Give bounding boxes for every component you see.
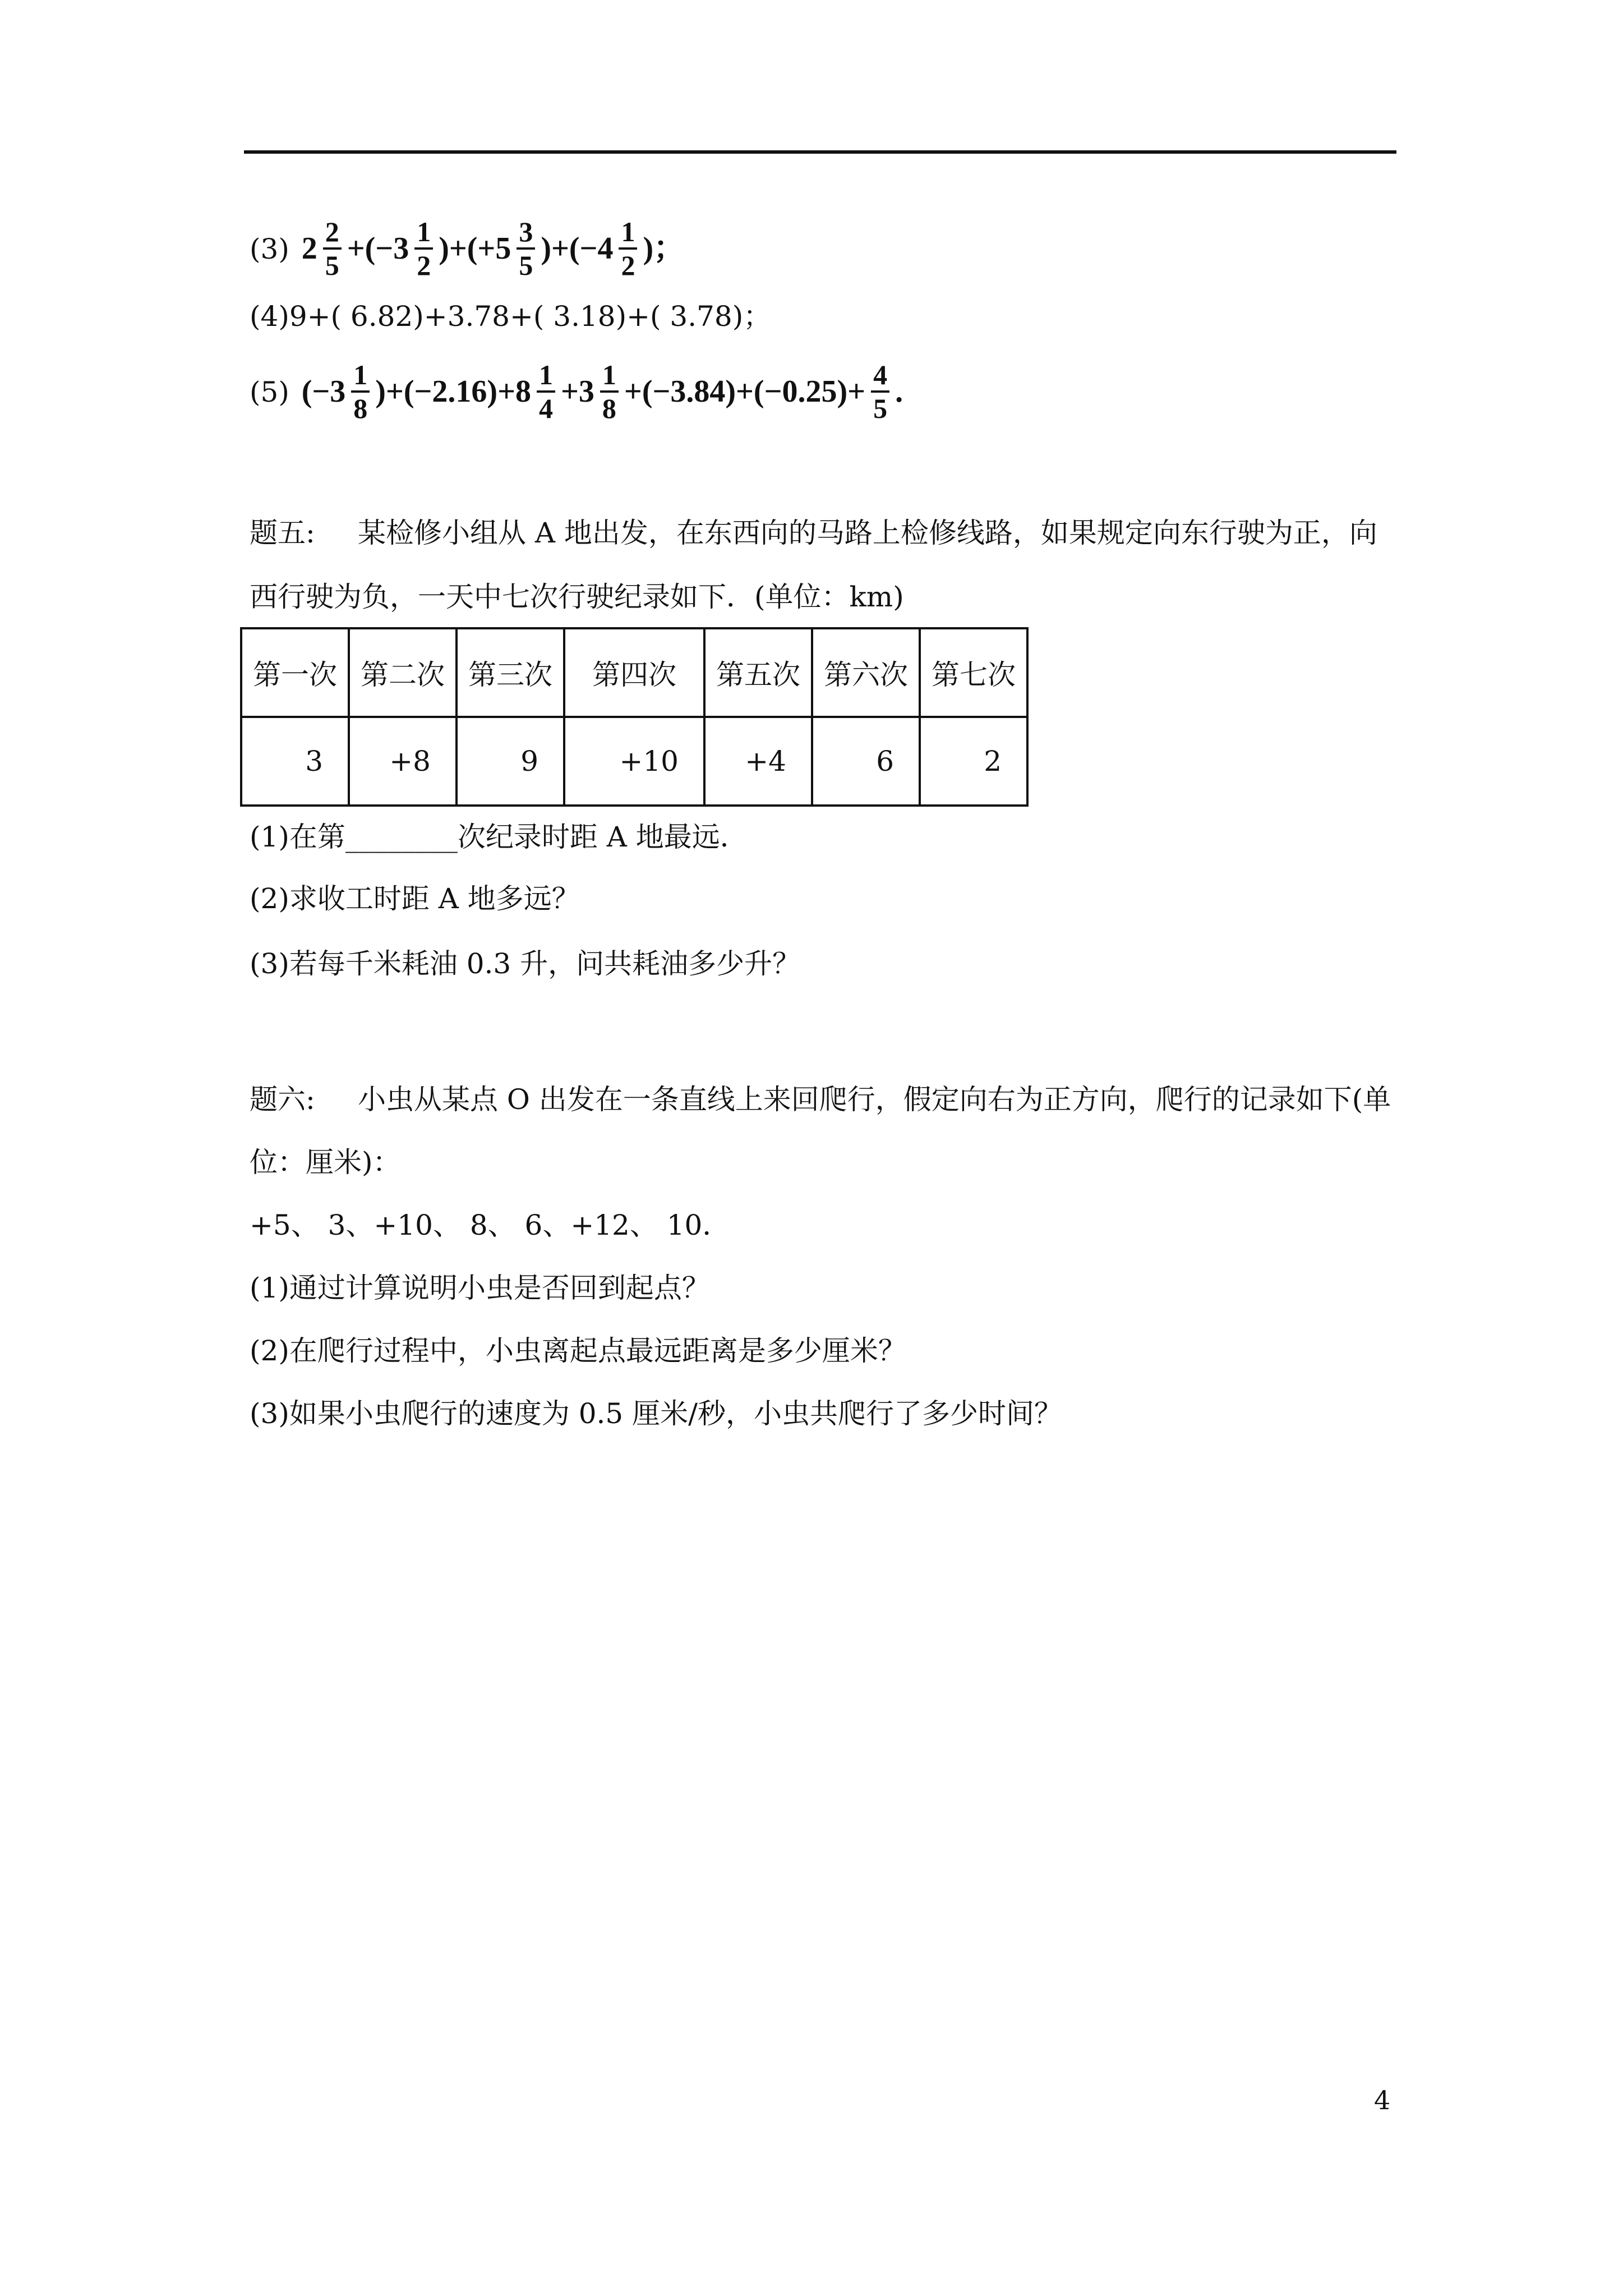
fraction: $\frac{2}{5}$ xyxy=(323,216,342,281)
expr-term: +3 xyxy=(560,374,594,409)
expr-term: . xyxy=(895,374,903,409)
table-cell: 2 xyxy=(920,717,1027,806)
table-header-cell: 第五次 xyxy=(704,628,812,717)
table-header-cell: 第四次 xyxy=(564,628,704,717)
table-cell: +4 xyxy=(704,717,812,806)
table-header-cell: 第七次 xyxy=(920,628,1027,717)
table-cell: 6 xyxy=(812,717,920,806)
expr-term: +(−3 xyxy=(347,231,409,266)
problem-5-expression xyxy=(298,359,906,424)
question-6-sub2: (2)在爬行过程中，小虫离起点最远距离是多少厘米？ xyxy=(250,1335,906,1367)
question-5-line2: 西行驶为负，一天中七次行驶纪录如下．(单位：km) xyxy=(250,581,904,613)
table-header-cell: 第二次 xyxy=(349,628,457,717)
table-header-cell: 第三次 xyxy=(457,628,564,717)
expr-term: (−3 xyxy=(301,374,346,409)
table-header-cell: 第六次 xyxy=(812,628,920,717)
question-5-sub1: (1)在第________次纪录时距 A 地最远． xyxy=(250,821,748,853)
table-cell: 9 xyxy=(457,717,564,806)
table-cell: +8 xyxy=(349,717,457,806)
expr-term: )+(+5 xyxy=(439,231,511,266)
expr-term: +(−3.84)+(−0.25)+ xyxy=(624,374,866,409)
header-rule xyxy=(244,150,1396,154)
fraction: $\frac{4}{5}$ xyxy=(871,359,889,424)
problem-5 xyxy=(250,359,906,424)
question-6-sub1: (1)通过计算说明小虫是否回到起点？ xyxy=(250,1272,710,1304)
record-table xyxy=(240,627,1029,807)
question-6-sub3: (3)如果小虫爬行的速度为 0.5 厘米/秒，小虫共爬行了多少时间？ xyxy=(250,1397,1062,1430)
problem-3 xyxy=(250,216,688,281)
fraction: $\frac{1}{4}$ xyxy=(537,359,555,424)
expr-term: )+(−2.16)+8 xyxy=(375,374,531,409)
question-5-sub2: (2)求收工时距 A 地多远？ xyxy=(250,882,580,915)
fraction: $\frac{1}{2}$ xyxy=(414,216,433,281)
problem-3-label: (3) xyxy=(250,233,289,265)
expr-term: )+(−4 xyxy=(541,231,614,266)
expr-term: )； xyxy=(643,231,685,266)
fraction: $\frac{1}{2}$ xyxy=(619,216,637,281)
question-5-line1: 某检修小组从 A 地出发，在东西向的马路上检修线路，如果规定向东行驶为正，向 xyxy=(358,517,1377,549)
fraction: $\frac{3}{5}$ xyxy=(517,216,535,281)
problem-5-label: (5) xyxy=(250,376,289,408)
table-cell: 3 xyxy=(241,717,349,806)
question-6-line2: 位：厘米)： xyxy=(250,1146,401,1179)
fraction: $\frac{1}{8}$ xyxy=(351,359,370,424)
question-6-title: 题六: xyxy=(250,1083,315,1116)
question-6-line1: 小虫从某点 O 出发在一条直线上来回爬行，假定向右为正方向，爬行的记录如下(单 xyxy=(358,1083,1391,1116)
page-number: 4 xyxy=(1374,2085,1391,2115)
table-cell: +10 xyxy=(564,717,704,806)
question-5-title: 题五: xyxy=(250,517,315,549)
table-row xyxy=(241,717,1027,806)
expr-term: 2 xyxy=(301,231,317,266)
problem-4: (4)9+( 6.82)+3.78+( 3.18)+( 3.78)； xyxy=(250,300,772,333)
question-5-sub3: (3)若每千米耗油 0.3 升，问共耗油多少升？ xyxy=(250,947,801,980)
table-header-row xyxy=(241,628,1027,717)
fraction: $\frac{1}{8}$ xyxy=(600,359,619,424)
question-6-data: +5、 3、+10、 8、 6、+12、 10． xyxy=(250,1209,731,1241)
problem-3-expression xyxy=(298,216,688,281)
table-header-cell: 第一次 xyxy=(241,628,349,717)
